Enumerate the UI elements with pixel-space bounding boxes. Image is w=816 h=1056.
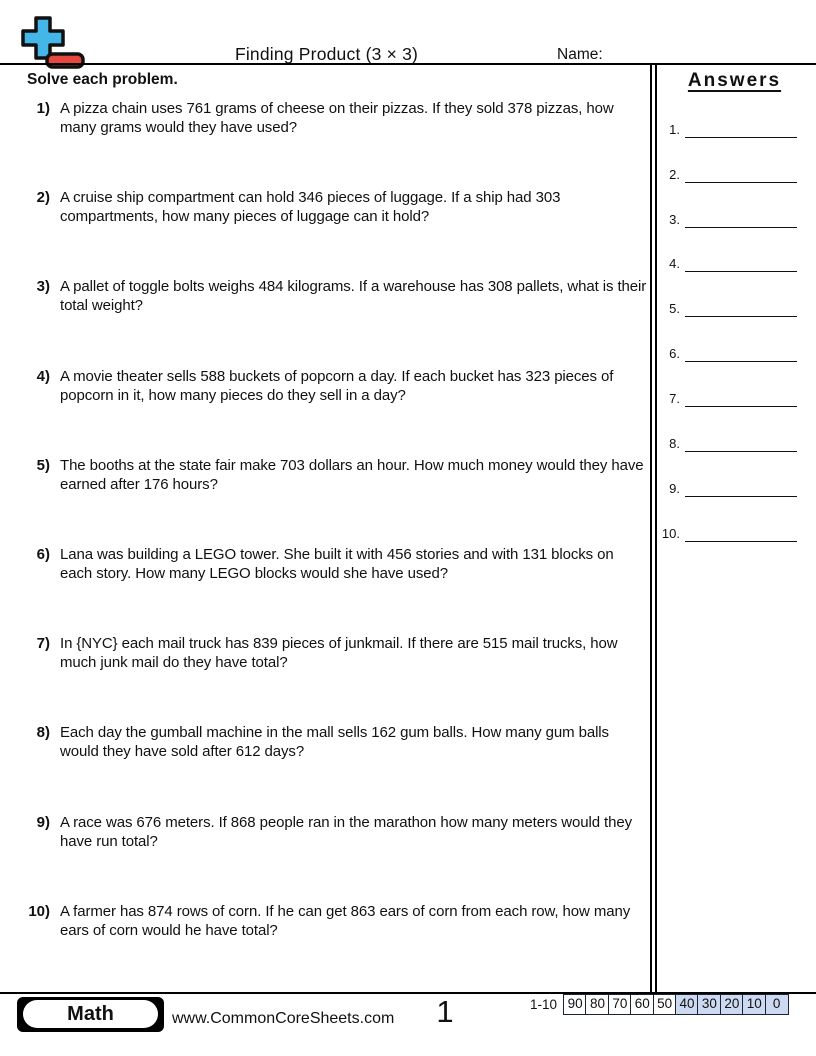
- instructions-text: Solve each problem.: [27, 71, 178, 88]
- problem-text: Lana was building a LEGO tower. She built it with 456 stories and with 131 blocks on each story. How many LEGO blocks would she have used?: [60, 546, 614, 582]
- problem-text: In {NYC} each mail truck has 839 pieces of junkmail. If there are 515 mail trucks, how much junk mail do they have total?: [60, 635, 618, 671]
- answer-slot-4: [654, 255, 797, 272]
- grade-cell: 10: [742, 994, 766, 1015]
- answer-blank-line: [685, 300, 797, 317]
- answer-blank-line: [685, 525, 797, 542]
- problem-4: [14, 367, 648, 405]
- problem-1: [14, 99, 648, 137]
- problem-number: 4): [36, 368, 50, 385]
- grade-cell: 70: [608, 994, 632, 1015]
- problem-number: 3): [36, 278, 50, 295]
- problem-text: Each day the gumball machine in the mall sells 162 gum balls. How many gum balls would they have sold after 612 days?: [60, 724, 609, 760]
- answer-blank-line: [685, 211, 797, 228]
- answer-number: 6.: [669, 346, 680, 361]
- answer-number: 1.: [669, 122, 680, 137]
- problem-9: [14, 813, 648, 851]
- problem-text: A cruise ship compartment can hold 346 pieces of luggage. If a ship had 303 compartments, how many pieces of luggage can it hold?: [60, 189, 561, 225]
- answer-blank-line: [685, 345, 797, 362]
- grade-cell: 20: [720, 994, 744, 1015]
- grade-scale-label: 1-10: [530, 997, 558, 1012]
- grade-scale-table: [563, 994, 789, 1015]
- problem-3: [14, 277, 648, 315]
- problem-5: [14, 456, 648, 494]
- grade-cell: 30: [697, 994, 721, 1015]
- answer-slot-3: [654, 211, 797, 228]
- answer-number: 9.: [669, 481, 680, 496]
- problem-number: 6): [36, 546, 50, 563]
- problem-text: A farmer has 874 rows of corn. If he can get 863 ears of corn from each row, how many ears of corn would he have total?: [60, 903, 631, 939]
- answer-blank-line: [685, 121, 797, 138]
- problem-2: [14, 188, 648, 226]
- answers-heading: Answers: [687, 70, 782, 91]
- answer-blank-line: [685, 255, 797, 272]
- answer-slot-2: [654, 166, 797, 183]
- problem-7: [14, 634, 648, 672]
- problem-number: 8): [36, 724, 50, 741]
- problem-text: A pizza chain uses 761 grams of cheese on their pizzas. If they sold 378 pizzas, how many grams would they have used?: [60, 100, 614, 136]
- grade-cell: 0: [765, 994, 789, 1015]
- answer-slot-8: [654, 435, 797, 452]
- subject-label: Math: [23, 1000, 158, 1028]
- answer-slot-7: [654, 390, 797, 407]
- grade-cell: 80: [585, 994, 609, 1015]
- answer-blank-line: [685, 390, 797, 407]
- answer-blank-line: [685, 435, 797, 452]
- answer-slot-9: [654, 480, 797, 497]
- answer-number: 2.: [669, 167, 680, 182]
- answer-slot-5: [654, 300, 797, 317]
- answer-slot-6: [654, 345, 797, 362]
- answer-blank-line: [685, 166, 797, 183]
- problem-8: [14, 723, 648, 761]
- problem-number: 2): [36, 189, 50, 206]
- answer-number: 7.: [669, 391, 680, 406]
- problem-number: 1): [36, 100, 50, 117]
- subject-badge: [17, 997, 164, 1032]
- problem-number: 10): [28, 903, 50, 920]
- grade-cell: 60: [630, 994, 654, 1015]
- problem-10: [14, 902, 648, 940]
- answer-number: 10.: [661, 526, 680, 541]
- answer-slot-1: [654, 121, 797, 138]
- answer-number: 4.: [669, 256, 680, 271]
- grade-cell: 50: [653, 994, 677, 1015]
- header-divider: [0, 63, 816, 65]
- answer-number: 3.: [669, 212, 680, 227]
- worksheet-title: Finding Product (3 × 3): [234, 44, 419, 64]
- page-number: 1: [436, 994, 454, 1029]
- website-url: www.CommonCoreSheets.com: [172, 1010, 395, 1027]
- problem-text: A movie theater sells 588 buckets of popcorn a day. If each bucket has 323 pieces of popcorn in it, how many pieces do they sell in a day?: [60, 368, 614, 404]
- problem-number: 7): [36, 635, 50, 652]
- problem-text: A race was 676 meters. If 868 people ran in the marathon how many meters would they have run total?: [60, 814, 633, 850]
- answer-number: 8.: [669, 436, 680, 451]
- problem-6: [14, 545, 648, 583]
- answer-blank-line: [685, 480, 797, 497]
- problem-text: A pallet of toggle bolts weighs 484 kilograms. If a warehouse has 308 pallets, what is their total weight?: [60, 278, 647, 314]
- grade-cell: 90: [563, 994, 587, 1015]
- name-label: Name:: [557, 46, 603, 63]
- problem-number: 5): [36, 457, 50, 474]
- problem-text: The booths at the state fair make 703 dollars an hour. How much money would they have earned after 176 hours?: [60, 457, 644, 493]
- problem-number: 9): [36, 814, 50, 831]
- answer-number: 5.: [669, 301, 680, 316]
- grade-cell: 40: [675, 994, 699, 1015]
- answer-slot-10: [654, 525, 797, 542]
